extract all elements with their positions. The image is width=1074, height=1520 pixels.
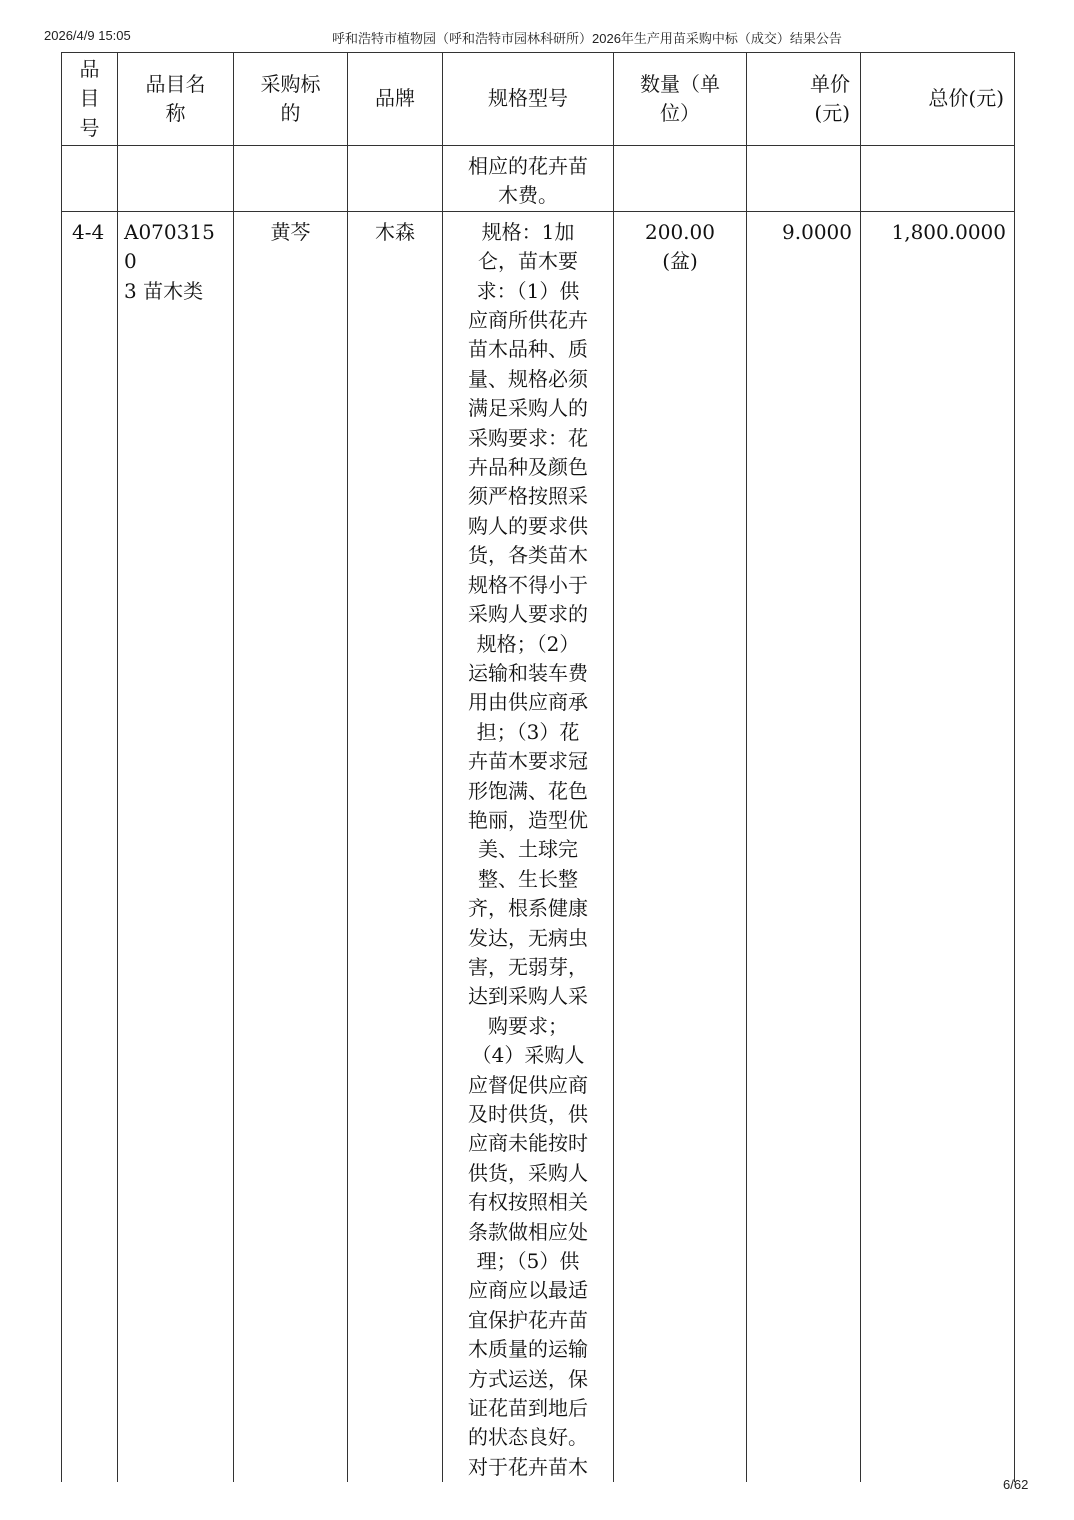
spec-line: 应商所供花卉 — [468, 308, 588, 333]
quantity: 200.00 (盆) — [645, 219, 715, 274]
spec-line: 规格；（2） — [476, 631, 580, 656]
spec-line: 满足采购人的 — [468, 396, 588, 421]
total-price: 1,800.0000 — [891, 219, 1006, 244]
spec-line: （4）采购人 — [471, 1043, 585, 1068]
page-number: 6/62 — [1003, 1477, 1029, 1492]
header-quantity: 数量（单 位） — [614, 53, 747, 146]
print-datetime: 2026/4/9 15:05 — [44, 28, 131, 43]
header-spec: 规格型号 — [443, 53, 614, 146]
spec-line: 供货，采购人 — [468, 1160, 588, 1185]
document-header-title: 呼和浩特市植物园（呼和浩特市园林科研所）2026年生产用苗采购中标（成交）结果公告 — [332, 31, 842, 46]
spec-line: 应商未能按时 — [468, 1131, 588, 1156]
header-brand: 品牌 — [348, 53, 443, 146]
spec-line: 卉苗木要求冠 — [468, 749, 588, 774]
procurement-target: 黄芩 — [270, 219, 311, 244]
item-number: 4-4 — [72, 219, 105, 244]
spec-line: 苗木品种、质 — [468, 337, 588, 362]
header-procurement-target: 采购标 的 — [234, 53, 348, 146]
spec-line: 用由供应商承 — [468, 690, 588, 715]
spec-line: 整、生长整 — [478, 866, 578, 891]
spec-line: 木质量的运输 — [468, 1337, 588, 1362]
category-name: A0703150 3 苗木类 — [124, 219, 215, 303]
spec-line: 求：（1）供 — [476, 278, 580, 303]
spec-line: 艳丽，造型优 — [468, 807, 588, 832]
spec-line: 规格：1加 — [481, 219, 575, 244]
spec-line: 购人的要求供 — [468, 513, 588, 538]
spec-line: 规格不得小于 — [468, 572, 588, 597]
spec-line: 宜保护花卉苗 — [468, 1307, 588, 1332]
spec-line: 的状态良好。 — [468, 1425, 588, 1450]
spec-line: 担；（3）花 — [476, 719, 580, 744]
spec-line: 量、规格必须 — [468, 366, 588, 391]
spec-line: 相应的花卉苗 — [468, 154, 588, 178]
spec-line: 美、土球完 — [478, 837, 578, 862]
spec-line: 卉品种及颜色 — [468, 455, 588, 480]
spec-line: 达到采购人采 — [468, 984, 588, 1009]
spec-line: 应督促供应商 — [468, 1072, 588, 1097]
spec-line: 证花苗到地后 — [468, 1396, 588, 1421]
spec-line: 须严格按照采 — [468, 484, 588, 509]
spec-line: 有权按照相关 — [468, 1190, 588, 1215]
spec-line: 条款做相应处 — [468, 1219, 588, 1244]
header-item-no: 品 目 号 — [62, 53, 118, 146]
table-row-continuation — [62, 146, 1015, 212]
header-total-price: 总价(元) — [861, 53, 1015, 146]
spec-line: 对于花卉苗木 — [468, 1454, 588, 1479]
spec-line: 应商应以最适 — [468, 1278, 588, 1303]
spec-line: 仑，苗木要 — [478, 249, 578, 274]
spec-line: 方式运送，保 — [468, 1366, 588, 1391]
brand: 木森 — [375, 219, 415, 244]
spec-line: 购要求； — [488, 1013, 568, 1038]
spec-line: 采购要求：花 — [468, 425, 588, 450]
table-row-item — [62, 211, 1015, 1482]
spec-line: 货，各类苗木 — [468, 543, 588, 568]
unit-price: 9.0000 — [782, 219, 852, 244]
spec-line: 运输和装车费 — [468, 660, 588, 685]
spec-line: 理；（5）供 — [476, 1249, 580, 1274]
spec-line: 采购人要求的 — [468, 602, 588, 627]
spec-line: 发达，无病虫 — [468, 925, 588, 950]
spec-continuation — [443, 146, 613, 211]
spec-description — [443, 212, 613, 1482]
header-unit-price: 单价 (元) — [747, 53, 861, 146]
spec-line: 齐，根系健康 — [468, 896, 588, 921]
spec-line: 形饱满、花色 — [468, 778, 588, 803]
spec-line: 木费。 — [498, 183, 558, 208]
spec-line: 及时供货，供 — [468, 1102, 588, 1126]
procurement-result-table — [61, 52, 1015, 1482]
table-header-row — [62, 53, 1015, 146]
spec-line: 害，无弱芽， — [468, 954, 588, 979]
header-category-name: 品目名 称 — [118, 53, 234, 146]
